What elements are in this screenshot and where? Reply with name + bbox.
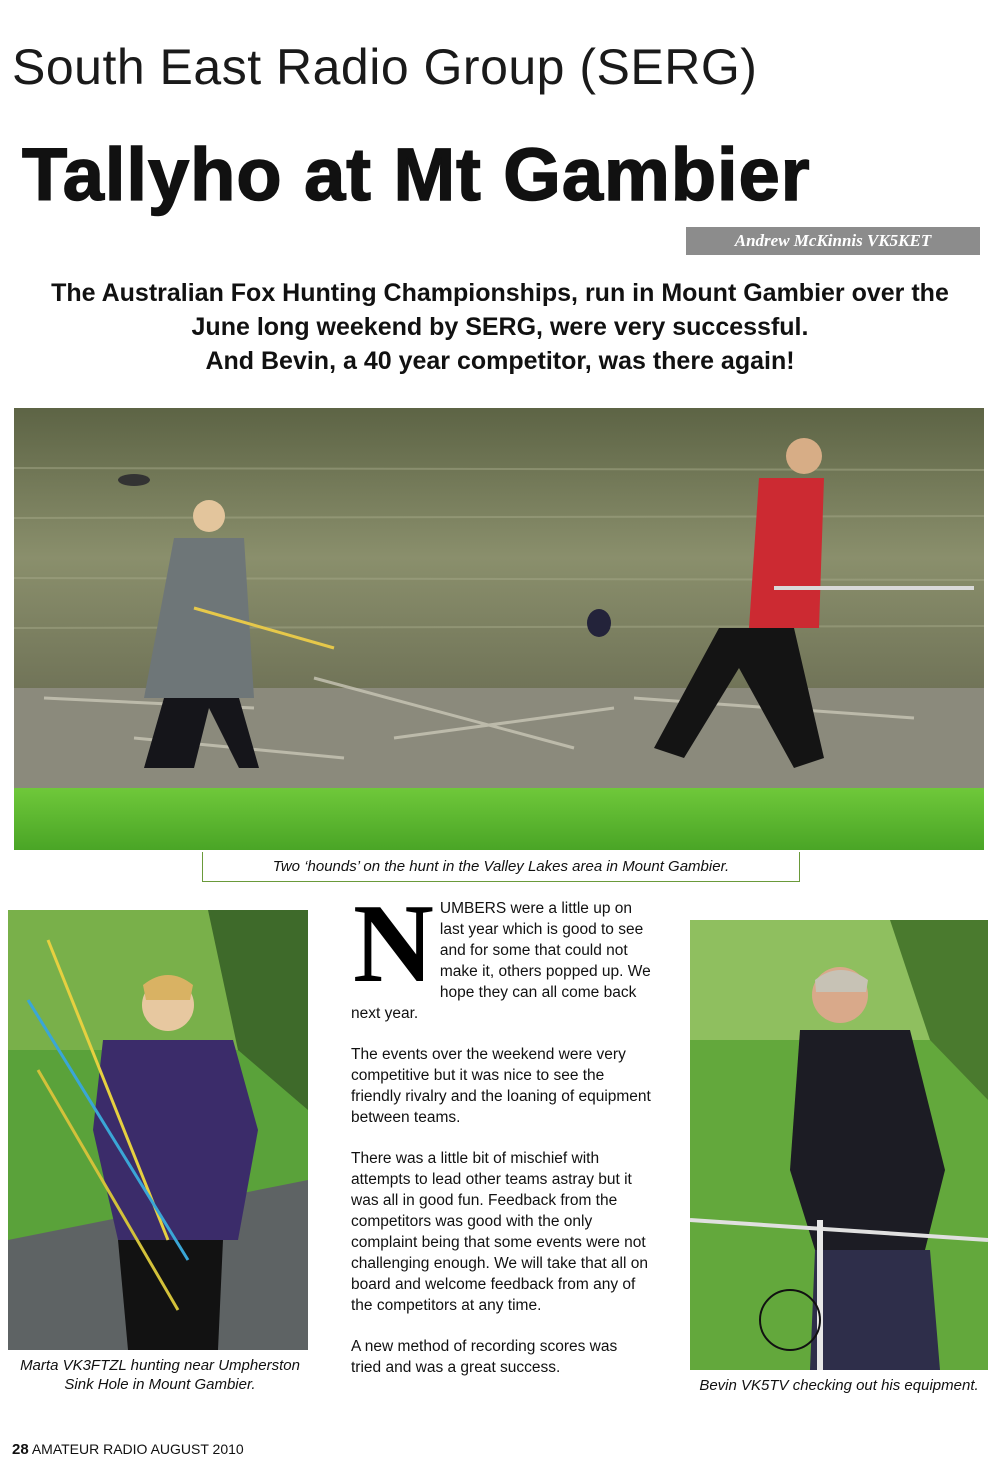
photo-bevin-equipment <box>690 920 988 1370</box>
photo-marta-hunting <box>8 910 308 1350</box>
article-para-1-text: UMBERS were a little up on last year which is good to see and for some that could not make it, others popped up. We hope they can all come back next year. <box>351 900 651 1022</box>
caption-bevin-photo: Bevin VK5TV checking out his equipment. <box>699 1377 979 1394</box>
intro-standfirst <box>20 276 980 378</box>
article-para-2: The events over the weekend were very competitive but it was nice to see the friendly rivalry and the loaning of equipment between teams. <box>351 1046 651 1126</box>
main-photo-hounds-by-lake <box>14 408 984 850</box>
intro-line-1: The Australian Fox Hunting Championships, run in Mount Gambier over the <box>51 279 949 307</box>
author-byline: Andrew McKinnis VK5KET <box>686 227 980 255</box>
publication-name: AMATEUR RADIO AUGUST 2010 <box>31 1441 244 1457</box>
headline: Tallyho at Mt Gambier <box>22 133 811 216</box>
section-title: South East Radio Group (SERG) <box>12 39 758 95</box>
article-para-3: There was a little bit of mischief with attempts to lead other teams astray but it was all in good fun. Feedback from the competitors was good with the only complaint being that some events were not challenging enough. We will take that all on board and welcome feedback from any of the competitors at any time. <box>351 1150 648 1314</box>
intro-line-3: And Bevin, a 40 year competitor, was there again! <box>205 347 795 375</box>
page-number: 28 <box>12 1441 29 1458</box>
caption-main-photo: Two ‘hounds’ on the hunt in the Valley Lakes area in Mount Gambier. <box>202 852 800 882</box>
article-para-1 <box>351 882 651 1024</box>
page-footer <box>12 1441 244 1458</box>
drop-cap: N <box>353 882 434 1006</box>
caption-marta-photo: Marta VK3FTZL hunting near Umpherston Sink Hole in Mount Gambier. <box>20 1357 300 1393</box>
article-para-4: A new method of recording scores was tried and was a great success. <box>351 1338 618 1376</box>
intro-line-2: June long weekend by SERG, were very successful. <box>191 313 809 341</box>
article-body <box>351 882 651 1398</box>
